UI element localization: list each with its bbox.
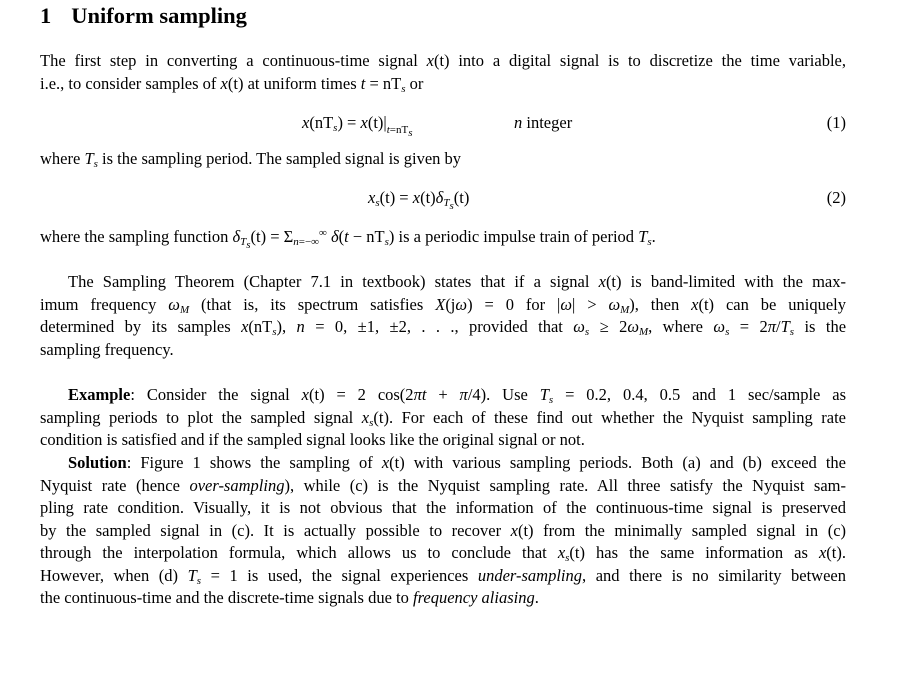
intro-paragraph: [40, 50, 846, 95]
equation-2-expression: $x_s(t) = x(t)\delta_{T_s}(t)$: [368, 188, 470, 212]
theorem-line-3: determined by its samples $x(nT_s)$, n = 0, ±1, ±2, . . ., provided that $\omega_s \ge 2\omega_M$, where $\omega_s = 2\pi/T_s$ is the: [40, 317, 847, 338]
solution-line-6: However, when (d) $T_s = 1$ is used, the signal experiences under-sampling, and there is no similarity between: [40, 565, 846, 587]
solution-line-3: pling rate condition. Visually, it is not obvious that the information of the continuous-time signal is preserved: [40, 498, 846, 517]
solution-line-7: the continuous-time and the discrete-time signals due to frequency aliasing.: [40, 588, 539, 607]
solution-line-1: Solution: Figure 1 shows the sampling of x(t) with various sampling periods. Both (a) and (b) exceed the: [68, 453, 847, 472]
equation-1: [40, 111, 846, 139]
equation-1-note: n integer: [514, 113, 573, 132]
equation-1-expression: $x(nT_s) = x(t)|_{t=nT_s}$: [302, 113, 413, 139]
solution-line-5: through the interpolation formula, which allows us to conclude that $x_s(t)$ has the same information as x(t).: [40, 543, 846, 564]
theorem-line-2: imum frequency $\omega_M$ (that is, its spectrum satisfies X(jω) = 0 for $|\omega| > \omega_M$), then x(t) can be uniquely: [40, 294, 847, 316]
sampling-period-sentence: [40, 148, 846, 171]
example-paragraph: [40, 384, 846, 452]
theorem-line-1: The Sampling Theorem (Chapter 7.1 in textbook) states that if a signal x(t) is band-limited with the max-: [68, 272, 846, 291]
section-heading: [40, 3, 247, 29]
solution-line-2: Nyquist rate (hence over-sampling), while (c) is the Nyquist sampling rate. All three satisfy the Nyquist sam-: [40, 475, 846, 495]
intro-line-1: The first step in converting a continuous-time signal x(t) into a digital signal is to discretize the time variable,: [40, 51, 846, 70]
equation-1-number: (1): [826, 113, 846, 132]
section-title: Uniform sampling: [71, 3, 247, 28]
sampling-function-text: where the sampling function $\delta_{T_s}(t) = \Sigma_{n=-\infty}^\infty$ $\delta(t - nT_s)$ is a periodic impulse train of period $T_s$.: [40, 227, 656, 251]
example-line-3: condition is satisfied and if the sampled signal looks like the original signal or not.: [40, 430, 585, 449]
section-number: 1: [40, 3, 52, 28]
solution-paragraph: [40, 452, 846, 610]
example-line-1: Example: Consider the signal x(t) = 2 cos(2πt + π/4). Use $T_s = 0.2$, 0.4, 0.5 and 1 sec/sample as: [68, 385, 846, 406]
equation-2: [40, 186, 846, 210]
sampling-period-text: where $T_s$ is the sampling period. The sampled signal is given by: [40, 149, 462, 170]
solution-line-4: by the sampled signal in (c). It is actually possible to recover x(t) from the minimally sampled signal in (c): [40, 520, 847, 540]
intro-line-2: i.e., to consider samples of x(t) at uniform times $t = nT_s$ or: [40, 73, 424, 95]
example-line-2: sampling periods to plot the sampled signal $x_s(t)$. For each of these find out whether the Nyquist sampling rate: [40, 407, 846, 429]
example-label: Example: [68, 385, 131, 404]
sampling-theorem-paragraph: [40, 271, 846, 361]
equation-2-number: (2): [826, 188, 846, 207]
sampling-function-sentence: [40, 226, 846, 249]
theorem-line-4: sampling frequency.: [40, 339, 174, 359]
solution-label: Solution: [68, 453, 127, 472]
